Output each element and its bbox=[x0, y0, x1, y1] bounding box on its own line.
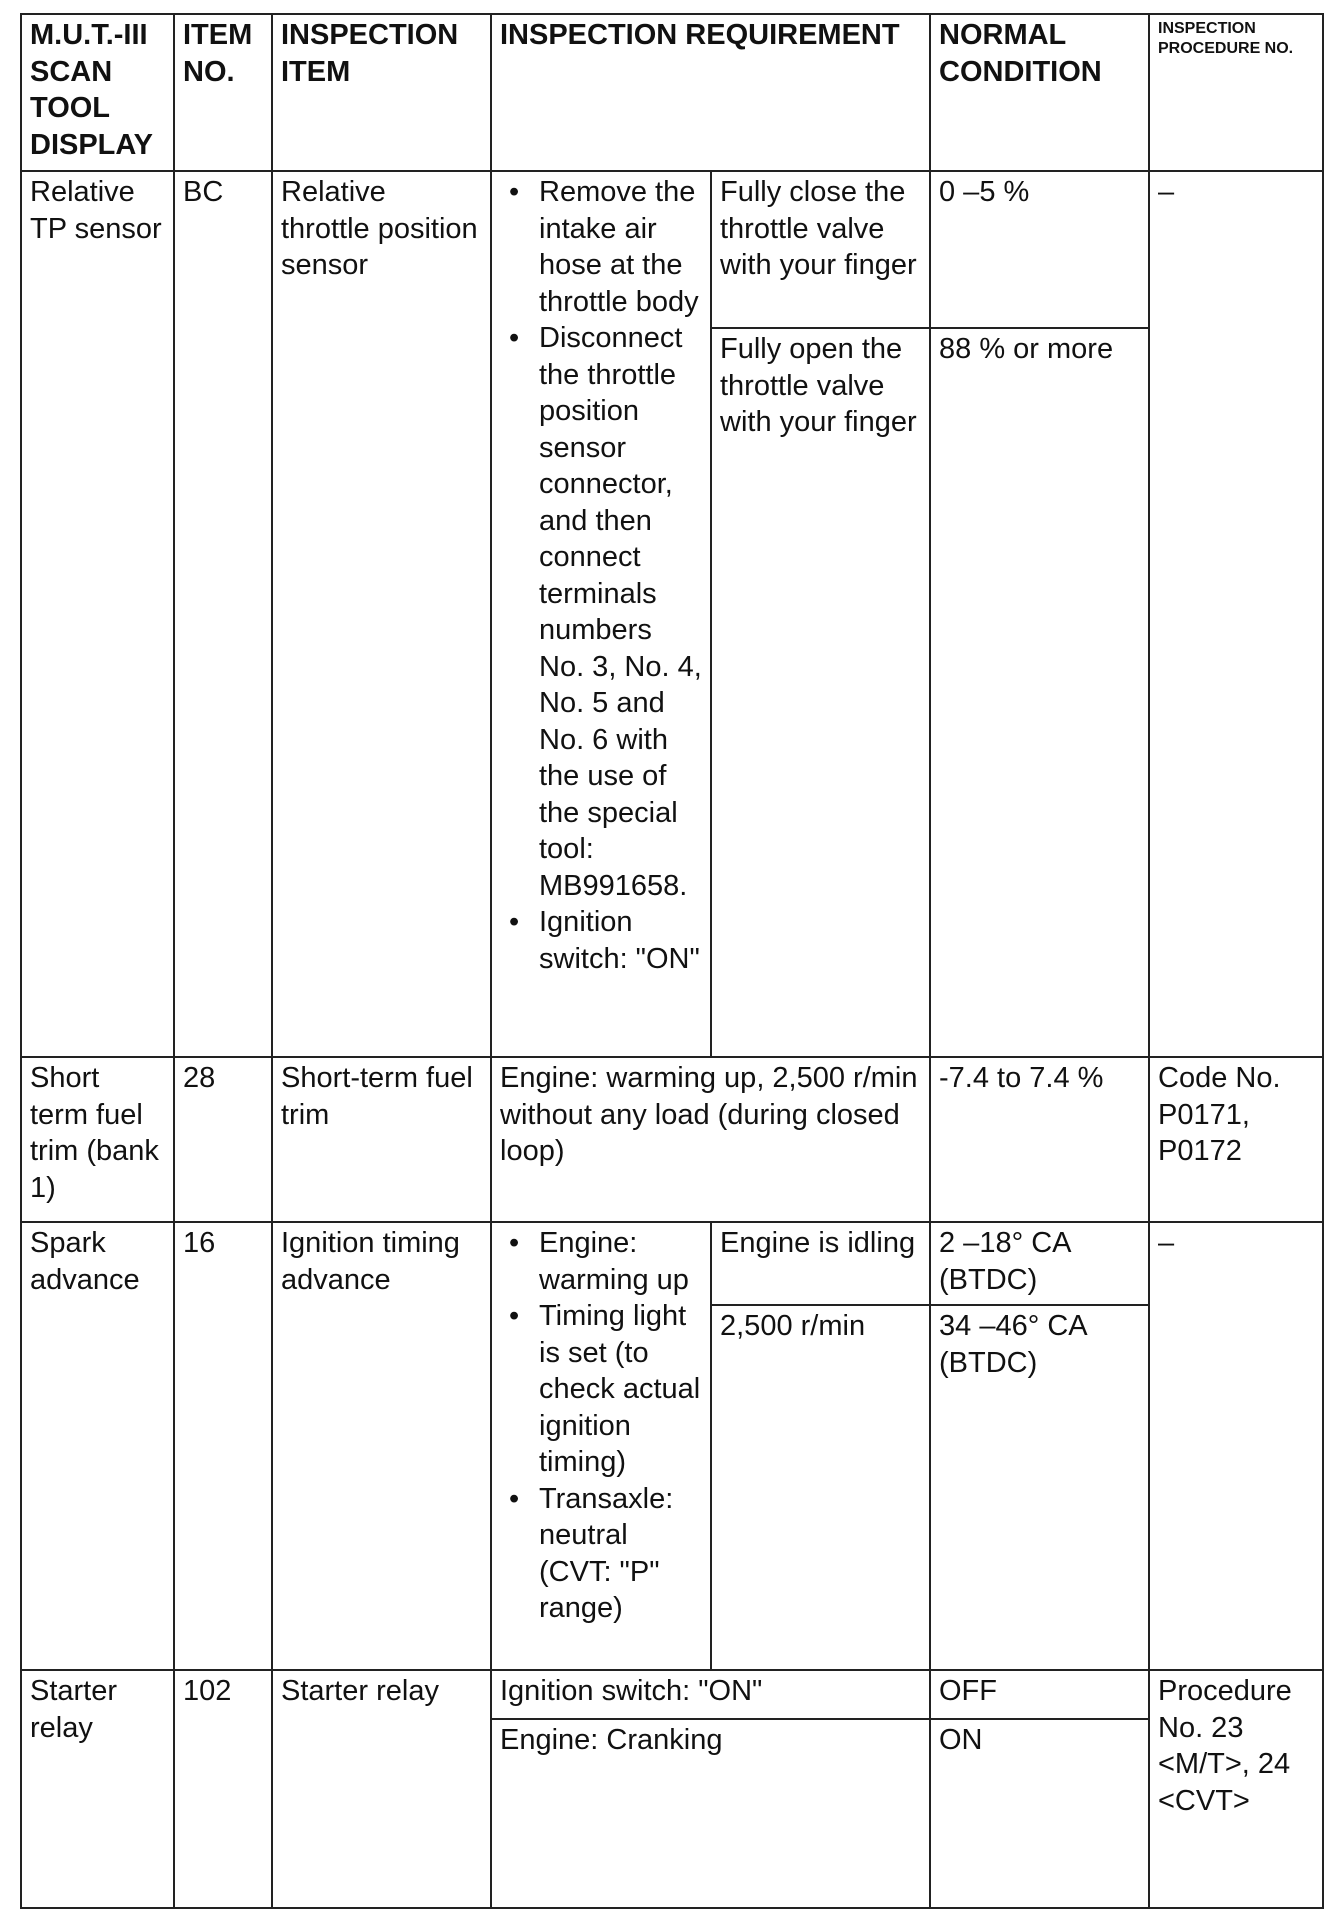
table-row-spark-advance bbox=[21, 1222, 1323, 1305]
cell-normal-condition: 34 –46° CA (BTDC) bbox=[930, 1305, 1149, 1670]
cell-sub-condition: Fully close the throttle valve with your finger bbox=[711, 171, 930, 328]
cell-normal-condition: ON bbox=[930, 1719, 1149, 1908]
inspection-table bbox=[20, 13, 1324, 1909]
cell-normal-condition: 88 % or more bbox=[930, 328, 1149, 1057]
list-item: • Remove the intake air hose at the throttle body bbox=[539, 174, 702, 320]
table-row-starter-relay bbox=[21, 1670, 1323, 1719]
cell-item-no: 16 bbox=[174, 1222, 272, 1670]
cell-display: Relative TP sensor bbox=[21, 171, 174, 1057]
header-scan-tool-display: M.U.T.-III SCAN TOOL DISPLAY bbox=[21, 14, 174, 171]
cell-display: Spark advance bbox=[21, 1222, 174, 1670]
cell-sub-condition: Ignition switch: "ON" bbox=[491, 1670, 930, 1719]
list-item: • Transaxle: neutral (CVT: "P" range) bbox=[539, 1481, 702, 1627]
cell-procedure: – bbox=[1149, 171, 1323, 1057]
requirement-list bbox=[500, 174, 702, 977]
cell-inspection-item: Short-term fuel trim bbox=[272, 1057, 491, 1222]
cell-procedure: Procedure No. 23 <M/T>, 24 <CVT> bbox=[1149, 1670, 1323, 1908]
list-item: • Ignition switch: "ON" bbox=[539, 904, 702, 977]
cell-sub-condition: Engine: Cranking bbox=[491, 1719, 930, 1908]
table-row-fuel-trim bbox=[21, 1057, 1323, 1222]
requirement-list bbox=[500, 1225, 702, 1627]
cell-requirement: Engine: warming up, 2,500 r/min without any load (during closed loop) bbox=[491, 1057, 930, 1222]
cell-inspection-item: Starter relay bbox=[272, 1670, 491, 1908]
cell-normal-condition: 2 –18° CA (BTDC) bbox=[930, 1222, 1149, 1305]
header-normal-condition: NORMAL CONDITION bbox=[930, 14, 1149, 171]
cell-normal-condition: 0 –5 % bbox=[930, 171, 1149, 328]
table-row-relative-tp bbox=[21, 171, 1323, 328]
cell-item-no: BC bbox=[174, 171, 272, 1057]
cell-requirements bbox=[491, 171, 711, 1057]
list-item: • Engine: warming up bbox=[539, 1225, 702, 1298]
cell-sub-condition: 2,500 r/min bbox=[711, 1305, 930, 1670]
cell-sub-condition: Engine is idling bbox=[711, 1222, 930, 1305]
header-item-no: ITEM NO. bbox=[174, 14, 272, 171]
header-row bbox=[21, 14, 1323, 171]
cell-normal-condition: -7.4 to 7.4 % bbox=[930, 1057, 1149, 1222]
cell-inspection-item: Relative throttle position sensor bbox=[272, 171, 491, 1057]
cell-display: Starter relay bbox=[21, 1670, 174, 1908]
header-procedure-no: INSPECTION PROCEDURE NO. bbox=[1149, 14, 1323, 171]
list-item: • Timing light is set (to check actual ignition timing) bbox=[539, 1298, 702, 1481]
cell-item-no: 28 bbox=[174, 1057, 272, 1222]
cell-sub-condition: Fully open the throttle valve with your finger bbox=[711, 328, 930, 1057]
header-inspection-item: INSPECTION ITEM bbox=[272, 14, 491, 171]
cell-normal-condition: OFF bbox=[930, 1670, 1149, 1719]
cell-procedure: – bbox=[1149, 1222, 1323, 1670]
cell-procedure: Code No. P0171, P0172 bbox=[1149, 1057, 1323, 1222]
list-item: • Disconnect the throttle position sensor connector, and then connect terminals numbers No. 3, No. 4, No. 5 and No. 6 with the use of the special tool: MB991658. bbox=[539, 320, 702, 904]
cell-item-no: 102 bbox=[174, 1670, 272, 1908]
cell-display: Short term fuel trim (bank 1) bbox=[21, 1057, 174, 1222]
cell-requirements bbox=[491, 1222, 711, 1670]
cell-inspection-item: Ignition timing advance bbox=[272, 1222, 491, 1670]
header-inspection-requirement: INSPECTION REQUIREMENT bbox=[491, 14, 930, 171]
